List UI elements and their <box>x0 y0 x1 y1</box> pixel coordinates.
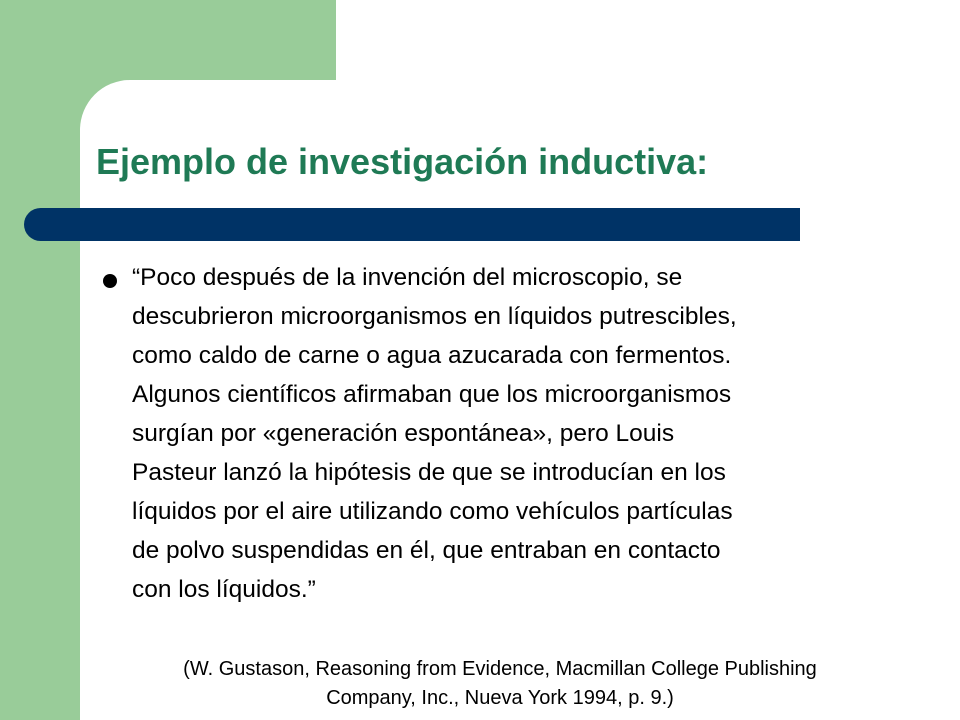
citation-line: (W. Gustason, Reasoning from Evidence, Macmillan College Publishing <box>183 658 817 680</box>
citation-line: Company, Inc., Nueva York 1994, p. 9.) <box>326 687 674 709</box>
quote-line: líquidos por el aire utilizando como vehículos partículas <box>132 498 733 525</box>
quote-line: Algunos científicos afirmaban que los microorganismos <box>132 381 732 408</box>
quote-line: surgían por «generación espontánea», pero Louis <box>132 420 675 447</box>
quote-line: con los líquidos.” <box>132 576 316 603</box>
citation <box>90 655 910 713</box>
quote-line: descubrieron microorganismos en líquidos putrescibles, <box>132 303 737 330</box>
title-underline-bar <box>24 208 800 241</box>
quote-line: Pasteur lanzó la hipótesis de que se introducían en los <box>132 459 726 486</box>
quote-line: “Poco después de la invención del microscopio, se <box>132 264 683 291</box>
quote-line: como caldo de carne o agua azucarada con fermentos. <box>132 342 732 369</box>
quote-text <box>132 258 932 609</box>
bullet-dot-icon <box>103 274 117 288</box>
quote-line: de polvo suspendidas en él, que entraban en contacto <box>132 537 721 564</box>
slide-title: Ejemplo de investigación inductiva: <box>96 141 709 182</box>
